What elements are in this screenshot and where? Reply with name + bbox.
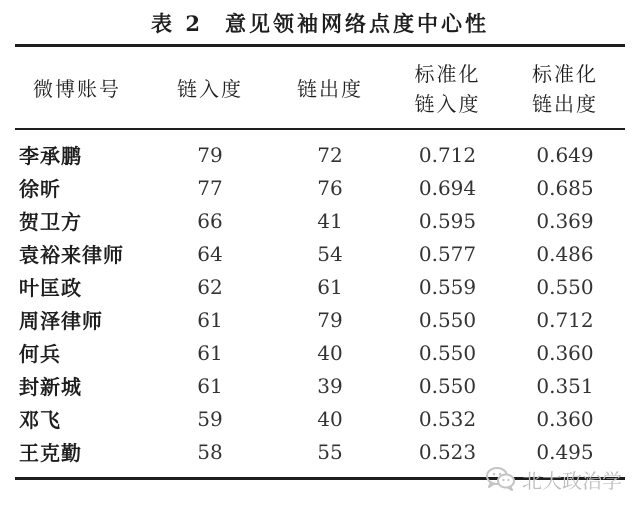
- cell-std-out-degree: 0.712: [536, 307, 594, 332]
- cell-account: 叶匡政: [19, 276, 82, 300]
- cell-account: 袁裕来律师: [19, 243, 124, 267]
- cell-out-degree: 39: [317, 373, 343, 398]
- wechat-icon: [486, 466, 516, 492]
- col-header-in-degree: 链入度: [177, 76, 243, 101]
- cell-in-degree: 66: [197, 208, 223, 233]
- table-row: [15, 130, 625, 171]
- table-number: 表 2: [151, 11, 203, 36]
- cell-in-degree: 64: [197, 241, 223, 266]
- cell-out-degree: 40: [317, 406, 343, 431]
- cell-in-degree: 58: [197, 439, 223, 464]
- cell-in-degree: 61: [197, 340, 223, 365]
- col-header-account: 微博账号: [33, 76, 121, 101]
- cell-std-in-degree: 0.694: [418, 175, 477, 200]
- cell-std-out-degree: 0.685: [536, 175, 594, 200]
- cell-std-out-degree: 0.486: [536, 241, 594, 266]
- centrality-table: [15, 47, 625, 468]
- cell-out-degree: 40: [317, 340, 343, 365]
- cell-account: 周泽律师: [19, 309, 103, 333]
- cell-out-degree: 72: [317, 142, 343, 167]
- cell-out-degree: 76: [317, 175, 343, 200]
- cell-std-in-degree: 0.550: [418, 373, 477, 398]
- cell-std-out-degree: 0.495: [536, 439, 594, 464]
- table-row: [15, 369, 625, 402]
- cell-std-in-degree: 0.559: [418, 274, 477, 299]
- cell-account: 徐昕: [19, 177, 61, 201]
- table-title: 意见领袖网络点度中心性: [224, 11, 489, 36]
- cell-account: 邓飞: [19, 408, 61, 432]
- watermark: [486, 464, 622, 494]
- cell-std-in-degree: 0.712: [418, 142, 477, 167]
- table-row: [15, 270, 625, 303]
- cell-in-degree: 61: [197, 373, 223, 398]
- cell-out-degree: 61: [317, 274, 343, 299]
- cell-account: 王克勤: [19, 441, 82, 465]
- cell-std-in-degree: 0.532: [418, 406, 477, 431]
- table-caption: [0, 8, 640, 38]
- cell-account: 何兵: [19, 342, 61, 366]
- cell-in-degree: 61: [197, 307, 223, 332]
- table-row: [15, 204, 625, 237]
- table-row: [15, 237, 625, 270]
- cell-std-out-degree: 0.550: [536, 274, 594, 299]
- cell-std-out-degree: 0.360: [536, 340, 594, 365]
- cell-std-out-degree: 0.649: [536, 142, 594, 167]
- cell-account: 封新城: [19, 375, 82, 399]
- cell-account: 贺卫方: [19, 210, 82, 234]
- cell-std-in-degree: 0.577: [418, 241, 477, 266]
- cell-out-degree: 55: [317, 439, 343, 464]
- cell-std-in-degree: 0.550: [418, 307, 477, 332]
- cell-in-degree: 79: [197, 142, 223, 167]
- cell-std-in-degree: 0.550: [418, 340, 477, 365]
- cell-std-in-degree: 0.523: [418, 439, 477, 464]
- col-header-out-degree: 链出度: [297, 76, 363, 101]
- table-row: [15, 171, 625, 204]
- cell-std-out-degree: 0.351: [536, 373, 594, 398]
- cell-in-degree: 62: [197, 274, 223, 299]
- table-row: [15, 303, 625, 336]
- watermark-text: 北大政治学: [522, 468, 622, 493]
- cell-out-degree: 54: [317, 241, 343, 266]
- col-header-std-out-degree: 标准化 链出度: [532, 61, 598, 116]
- table-body: [15, 130, 625, 468]
- cell-std-out-degree: 0.360: [536, 406, 594, 431]
- table-row: [15, 336, 625, 369]
- cell-out-degree: 79: [317, 307, 343, 332]
- header-row: [15, 47, 625, 130]
- cell-out-degree: 41: [317, 208, 343, 233]
- col-header-std-in-degree: 标准化 链入度: [414, 61, 481, 116]
- cell-in-degree: 59: [197, 406, 223, 431]
- table-row: [15, 402, 625, 435]
- cell-std-in-degree: 0.595: [418, 208, 477, 233]
- cell-account: 李承鹏: [19, 144, 82, 168]
- cell-std-out-degree: 0.369: [536, 208, 594, 233]
- cell-in-degree: 77: [197, 175, 223, 200]
